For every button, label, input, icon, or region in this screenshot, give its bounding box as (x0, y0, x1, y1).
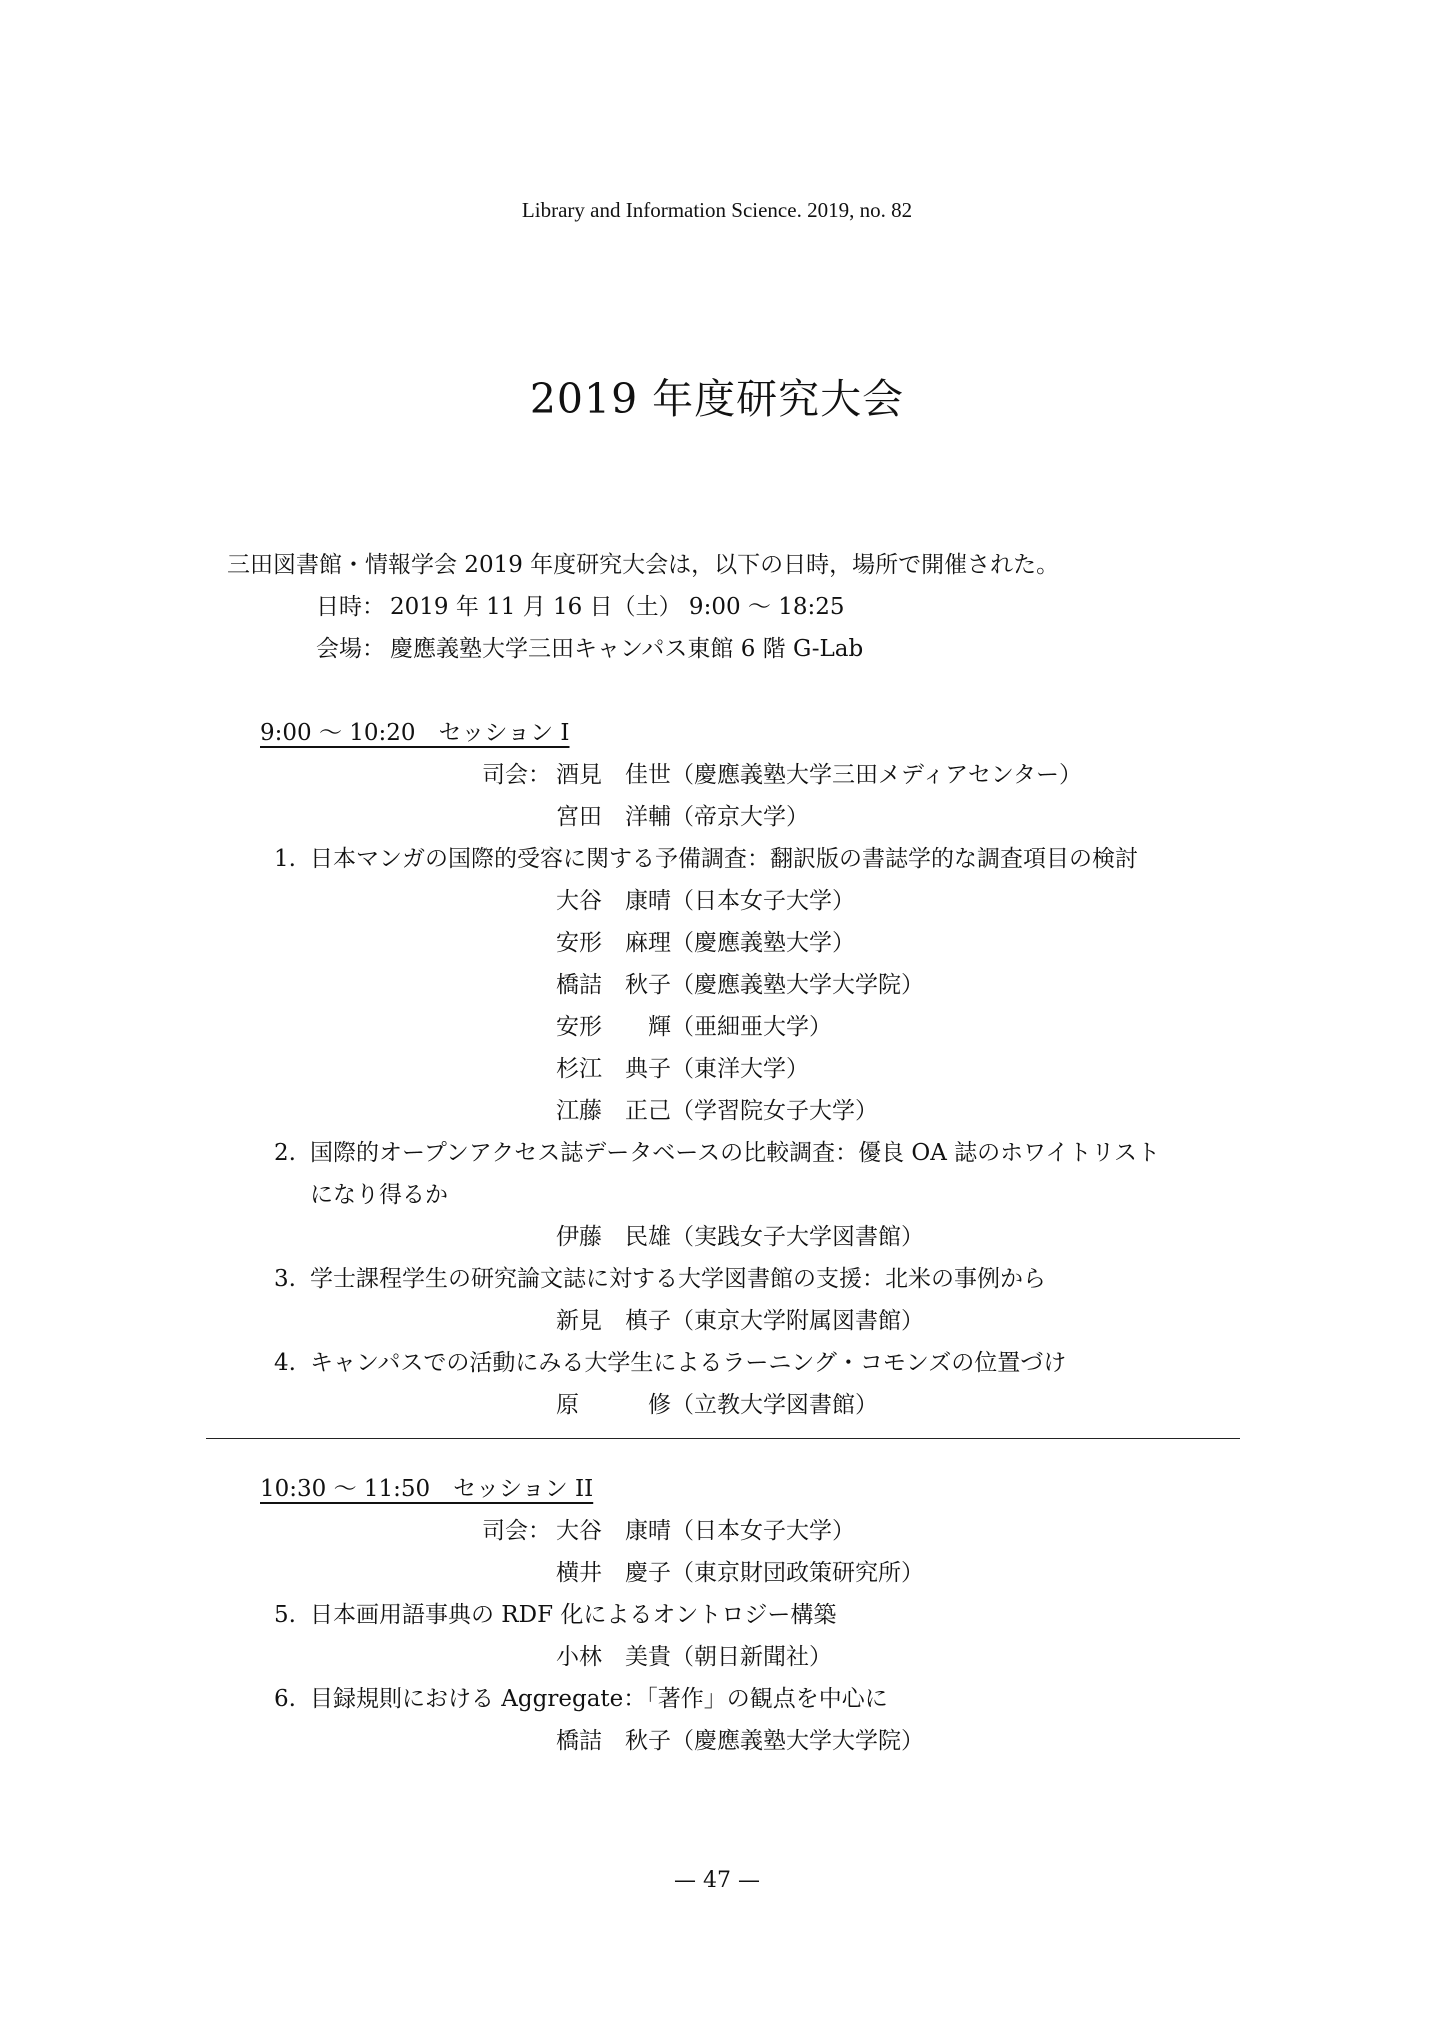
session-1-chair: 酒見 佳世（慶應義塾大学三田メディアセンター） (556, 762, 1083, 788)
talk-number: 2. (274, 1140, 296, 1166)
talk-author: 大谷 康晴（日本女子大学） (556, 888, 855, 914)
date-label: 日時： (316, 594, 385, 620)
talk-title: 目録規則における Aggregate：「著作」の観点を中心に (310, 1686, 888, 1712)
page-title: 2019 年度研究大会 (529, 375, 905, 423)
session-2-heading: 10:30 ～ 11:50 セッション II (260, 1476, 594, 1502)
venue-label: 会場： (316, 636, 385, 662)
session-1-chair-label: 司会： (482, 762, 551, 788)
talk-title: 日本マンガの国際的受容に関する予備調査：翻訳版の書誌学的な調査項目の検討 (310, 846, 1138, 872)
talk-number: 5. (274, 1602, 296, 1628)
session-1-heading: 9:00 ～ 10:20 セッション I (260, 720, 570, 746)
running-header: Library and Information Science. 2019, no. 82 (521, 198, 913, 222)
venue-value: 慶應義塾大学三田キャンパス東館 6 階 G-Lab (390, 636, 864, 662)
session-1-chair: 宮田 洋輔（帝京大学） (556, 804, 809, 830)
talk-author: 伊藤 民雄（実践女子大学図書館） (556, 1224, 924, 1250)
talk-author: 小林 美貴（朝日新聞社） (556, 1644, 832, 1670)
talk-title: 日本画用語事典の RDF 化によるオントロジー構築 (310, 1602, 837, 1628)
talk-number: 4. (274, 1350, 296, 1376)
talk-author: 安形 麻理（慶應義塾大学） (556, 930, 855, 956)
session-divider (206, 1438, 1240, 1439)
talk-number: 6. (274, 1686, 296, 1712)
talk-author: 江藤 正己（学習院女子大学） (556, 1098, 878, 1124)
session-2-chair-label: 司会： (482, 1518, 551, 1544)
page-number: — 47 — (674, 1868, 760, 1893)
talk-author: 安形 輝（亜細亜大学） (556, 1014, 832, 1040)
talk-title: キャンパスでの活動にみる大学生によるラーニング・コモンズの位置づけ (310, 1350, 1067, 1376)
talk-author: 杉江 典子（東洋大学） (556, 1056, 809, 1082)
talk-number: 1. (274, 846, 296, 872)
talk-author: 橋詰 秋子（慶應義塾大学大学院） (556, 972, 924, 998)
session-2-chair: 横井 慶子（東京財団政策研究所） (556, 1560, 924, 1586)
session-2-chair: 大谷 康晴（日本女子大学） (556, 1518, 855, 1544)
talk-author: 新見 槙子（東京大学附属図書館） (556, 1308, 924, 1334)
date-value: 2019 年 11 月 16 日（土） 9:00 ～ 18:25 (390, 594, 845, 620)
talk-author: 原 修（立教大学図書館） (556, 1392, 878, 1418)
talk-title: 国際的オープンアクセス誌データベースの比較調査：優良 OA 誌のホワイトリスト (310, 1140, 1161, 1166)
intro-paragraph: 三田図書館・情報学会 2019 年度研究大会は，以下の日時，場所で開催された。 (227, 552, 1060, 578)
talk-number: 3. (274, 1266, 296, 1292)
talk-author: 橋詰 秋子（慶應義塾大学大学院） (556, 1728, 924, 1754)
talk-title-continuation: になり得るか (310, 1182, 448, 1208)
talk-title: 学士課程学生の研究論文誌に対する大学図書館の支援：北米の事例から (310, 1266, 1046, 1292)
